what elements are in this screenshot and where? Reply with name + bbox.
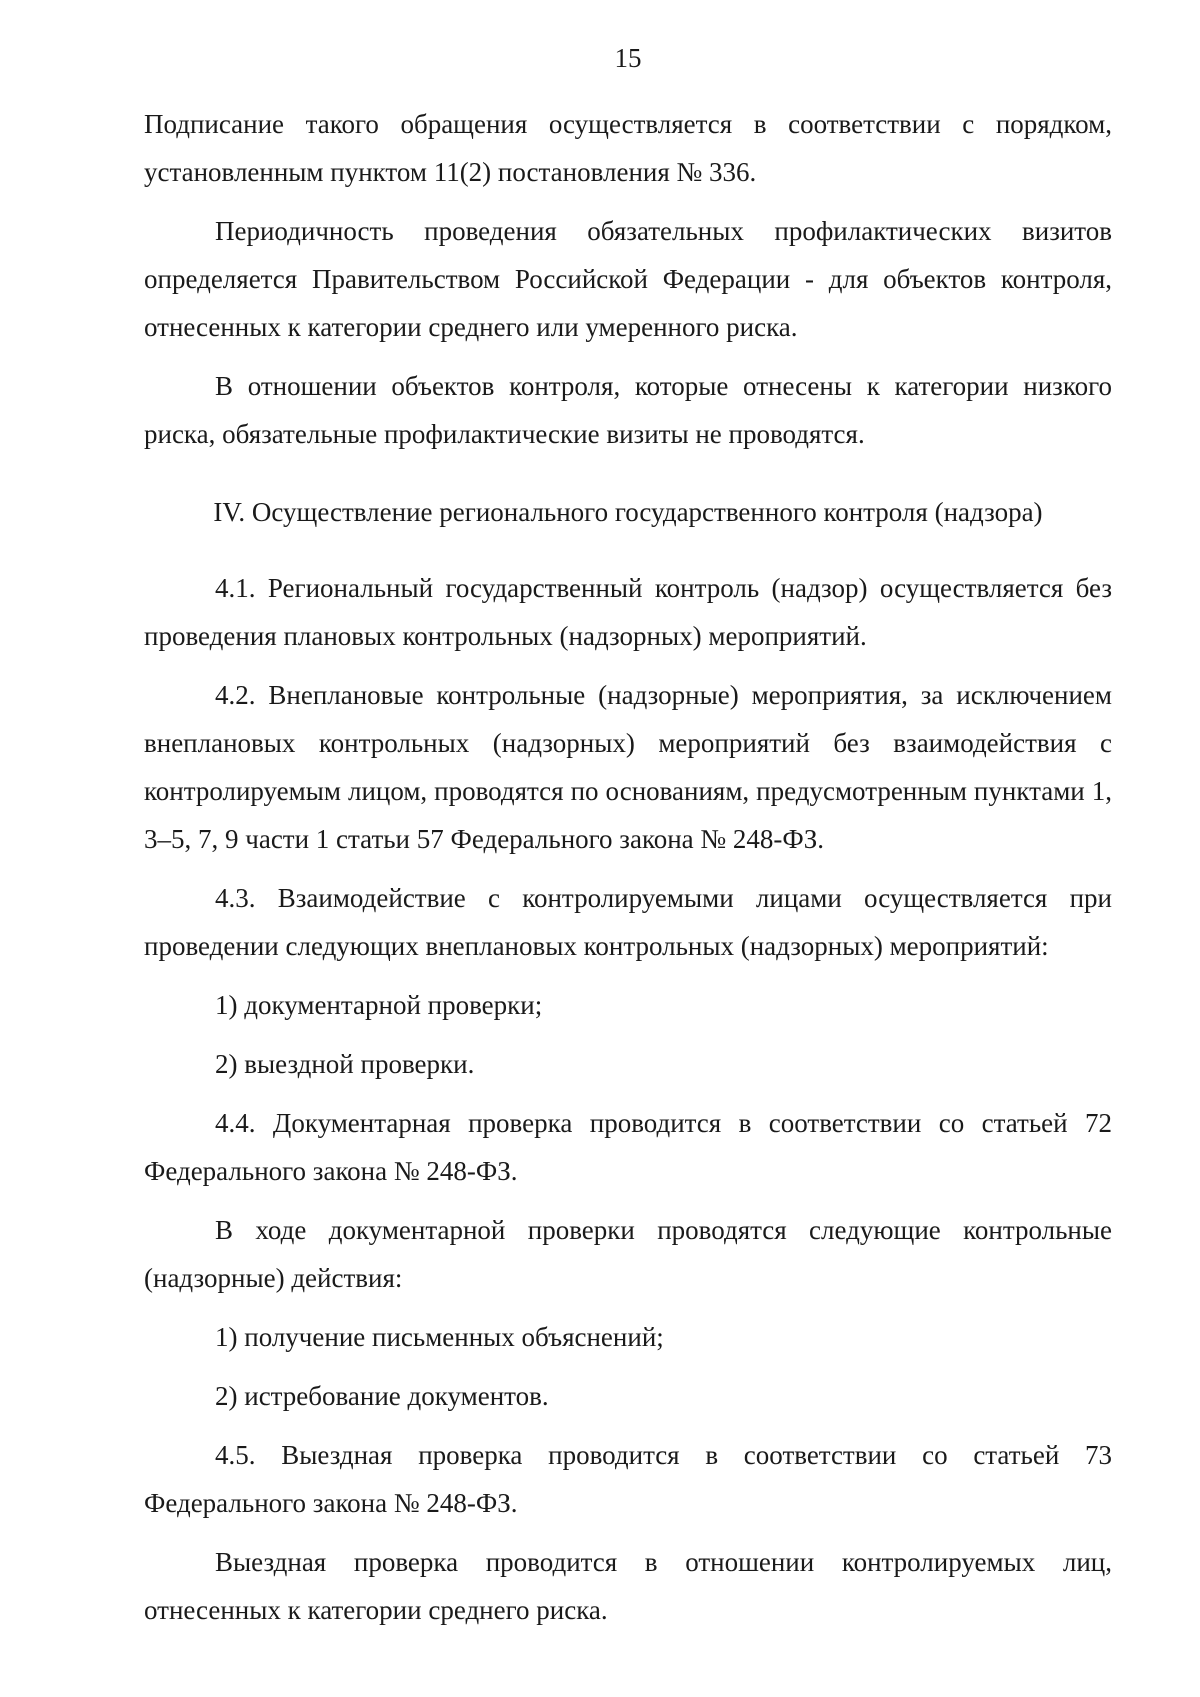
list-item-document-request: 2) истребование документов. (215, 1381, 549, 1411)
paragraph-4-1: 4.1. Региональный государственный контроль (надзор) осуществляется без проведения плановых контрольных (надзорных) мероприятий. (144, 573, 1112, 651)
paragraph-low-risk: В отношении объектов контроля, которые отнесены к категории низкого риска, обязательные профилактические визиты не проводятся. (144, 371, 1112, 449)
paragraph-field-check-scope: Выездная проверка проводится в отношении контролируемых лиц, отнесенных к категории среднего риска. (144, 1547, 1112, 1625)
list-item-documentary-check: 1) документарной проверки; (215, 990, 543, 1020)
paragraph-4-3: 4.3. Взаимодействие с контролируемыми лицами осуществляется при проведении следующих внеплановых контрольных (надзорных) мероприятий: (144, 883, 1112, 961)
paragraph-signing: Подписание такого обращения осуществляется в соответствии с порядком, установленным пунктом 11(2) постановления № 336. (144, 109, 1112, 187)
page-number: 15 (614, 43, 642, 73)
paragraph-periodicity: Периодичность проведения обязательных профилактических визитов определяется Правительством Российской Федерации - для объектов контроля, отнесенных к категории среднего или умеренного риска. (144, 216, 1112, 342)
section-heading: IV. Осуществление регионального государственного контроля (надзора) (213, 497, 1043, 527)
list-item-written-explanations: 1) получение письменных объяснений; (215, 1322, 664, 1352)
paragraph-documentary-actions: В ходе документарной проверки проводятся следующие контрольные (надзорные) действия: (144, 1215, 1112, 1293)
paragraph-4-2: 4.2. Внеплановые контрольные (надзорные) мероприятия, за исключением внеплановых контрольных (надзорных) мероприятий без взаимодействия с контролируемым лицом, проводятся по основаниям, предусмотренным пунктами 1, 3–5, 7, 9 части 1 статьи 57 Федерального закона № 248-ФЗ. (144, 680, 1112, 854)
document-body (144, 100, 1112, 1645)
paragraph-4-4: 4.4. Документарная проверка проводится в соответствии со статьей 72 Федерального закона № 248-ФЗ. (144, 1108, 1112, 1186)
paragraph-4-5: 4.5. Выездная проверка проводится в соответствии со статьей 73 Федерального закона № 248-ФЗ. (144, 1440, 1112, 1518)
list-item-field-check: 2) выездной проверки. (215, 1049, 475, 1079)
